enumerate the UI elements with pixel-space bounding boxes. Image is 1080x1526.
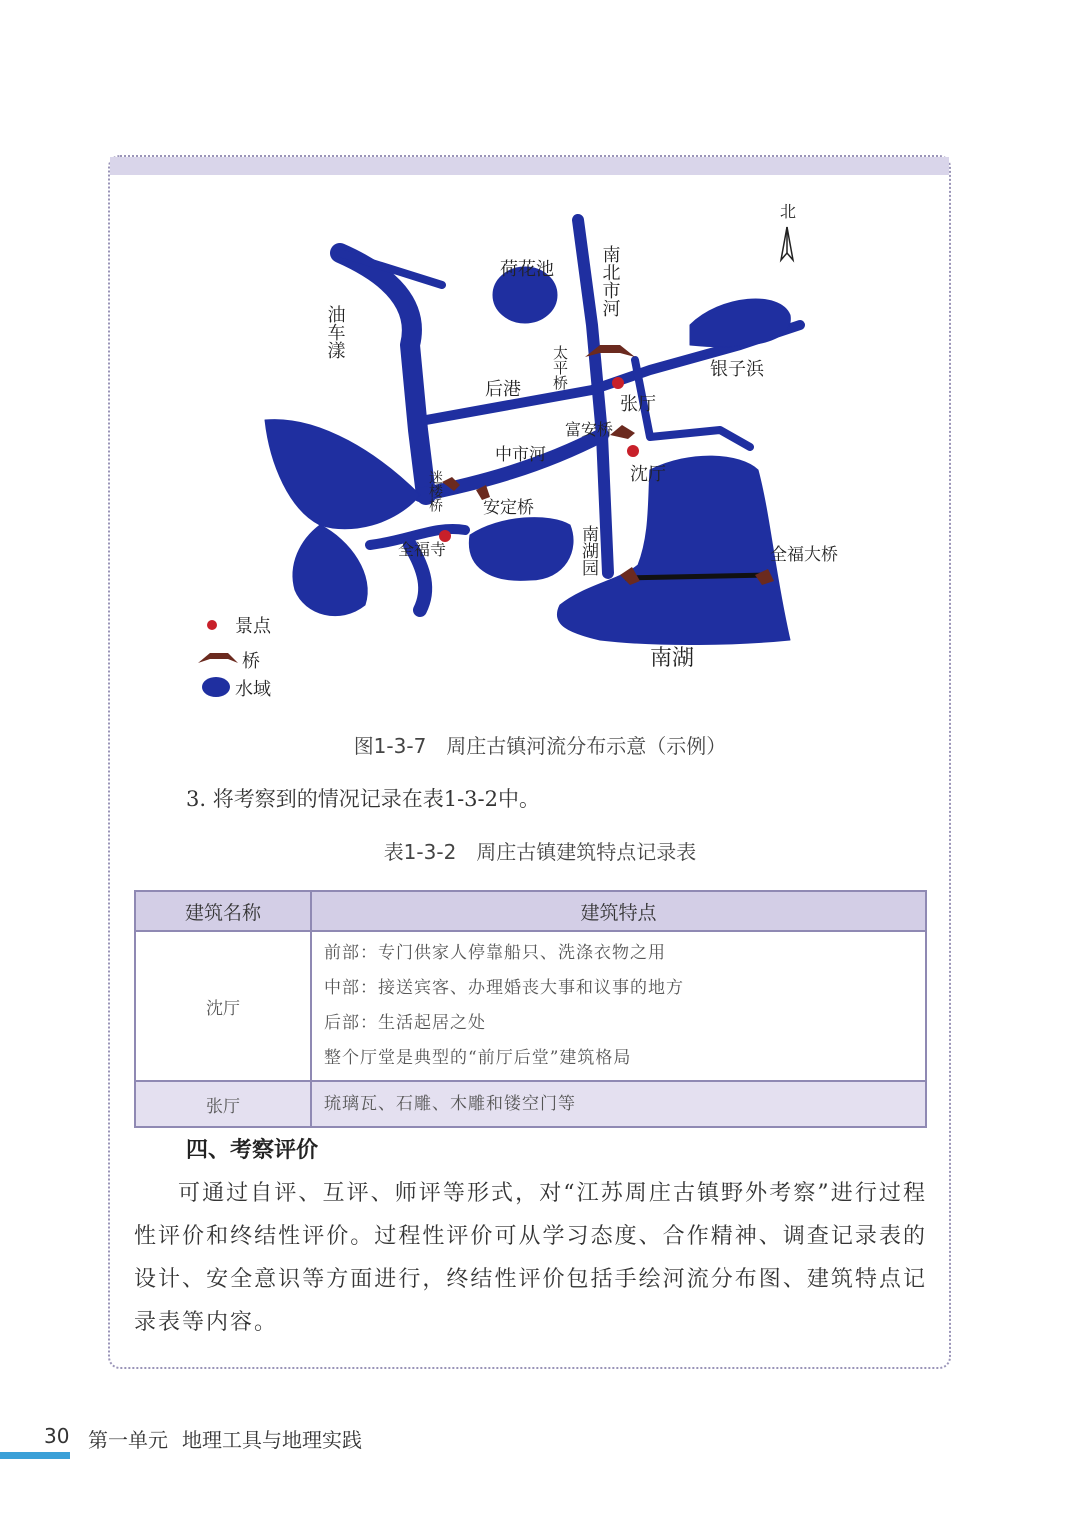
feature-line: 整个厅堂是典型的“前厅后堂”建筑格局: [324, 1048, 632, 1068]
building-features: [311, 931, 926, 1081]
table-caption: 表1-3-2 周庄古镇建筑特点记录表: [383, 840, 697, 864]
river-map: [180, 195, 838, 715]
feature-line: 后部：生活起居之处: [324, 1013, 486, 1033]
unit-title: [88, 1424, 362, 1453]
building-features: [311, 1081, 926, 1127]
nanbeishi-river-label: 南北市河: [599, 245, 621, 317]
footer-accent-bar: [0, 1452, 70, 1459]
building-name: 张厅: [135, 1081, 311, 1127]
step-text: 3. 将考察到的情况记录在表1-3-2中。: [186, 787, 540, 811]
anding-bridge-label: 安定桥: [483, 498, 534, 518]
figure-caption: 图1-3-7 周庄古镇河流分布示意（示例）: [353, 734, 727, 758]
legend-water-icon: [202, 677, 230, 697]
page-number: 30: [44, 1424, 70, 1448]
legend-spot-label: 景点: [235, 616, 271, 637]
hougang-label: 后港: [485, 379, 521, 400]
quanfu-temple-label: 全福寺: [398, 540, 447, 559]
mile-bridge-label: 迷楼桥: [427, 470, 443, 512]
legend-water-label: 水域: [235, 679, 271, 700]
building-name: 沈厅: [135, 931, 311, 1081]
north-label: 北: [780, 202, 797, 221]
taiping-bridge-label: 太平桥: [551, 345, 569, 390]
section-title: 四、考察评价: [186, 1137, 319, 1163]
header-name: 建筑名称: [135, 891, 311, 931]
box-header-band: [110, 157, 949, 175]
yinzi-bang-label: 银子浜: [710, 359, 764, 380]
quanfu-bridge-label: 全福大桥: [770, 545, 838, 565]
shen-hall-label: 沈厅: [630, 464, 666, 485]
unit-subtitle: 地理工具与地理实践: [182, 1428, 362, 1452]
youche-pond-label: 油车漾: [324, 305, 346, 359]
table-row: [135, 931, 926, 1081]
fuan-bridge-label: 富安桥: [565, 420, 614, 439]
evaluation-paragraph: 可通过自评、互评、师评等形式，对“江苏周庄古镇野外考察”进行过程性评价和终结性评价。过程性评价可从学习态度、合作精神、调查记录表的设计、安全意识等方面进行，终结性评价包括手绘河流分布图、建筑特点记录表等内容。: [134, 1181, 927, 1335]
feature-line: 琉璃瓦、石雕、木雕和镂空门等: [324, 1093, 576, 1114]
feature-line: 前部：专门供家人停靠船只、洗涤衣物之用: [324, 943, 666, 963]
legend-bridge-label: 桥: [242, 651, 260, 672]
nanhu-label: 南湖: [650, 646, 695, 671]
unit-name: 第一单元: [88, 1428, 168, 1452]
zhang-hall-label: 张厅: [620, 394, 656, 415]
header-features: 建筑特点: [311, 891, 926, 931]
table-header-row: [135, 891, 926, 931]
legend-bridge-icon: [198, 653, 238, 663]
record-table: [134, 890, 927, 1128]
zhongshi-river-label: 中市河: [495, 445, 546, 465]
feature-line: 中部：接送宾客、办理婚丧大事和议事的地方: [324, 978, 684, 998]
lotus-pond-label: 荷花池: [500, 259, 554, 280]
table-row: [135, 1081, 926, 1127]
nanhu-garden-label: 南湖园: [578, 525, 598, 576]
